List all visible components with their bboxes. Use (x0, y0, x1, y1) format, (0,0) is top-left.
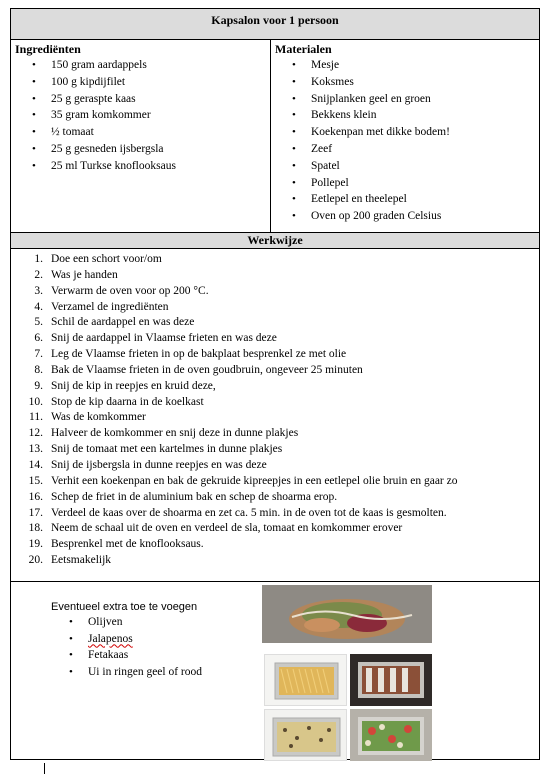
step-text: Eetsmakelijk (51, 554, 112, 567)
step-number: 17. (28, 506, 43, 519)
step-number: 2. (34, 268, 43, 281)
step-text: Snij de kip in reepjes en kruid deze, (51, 379, 216, 392)
ingredient-item: • 150 gram aardappels (51, 57, 270, 74)
ingredients-cell (11, 40, 271, 232)
ingredient-item: • 25 g gesneden ijsbergsla (51, 141, 270, 158)
method-step (11, 300, 539, 316)
method-step (11, 268, 539, 284)
method-steps-list (11, 249, 539, 569)
step-number: 5. (34, 316, 43, 329)
kapsalon-closeup-photo (262, 585, 432, 643)
ingredient-item: • 25 g geraspte kaas (51, 91, 270, 108)
extras-intro: Eventueel extra toe te voegen (51, 601, 198, 613)
step-text: Leg de Vlaamse frieten in op de bakplaat besprenkel ze met olie (51, 348, 347, 361)
method-step (11, 521, 539, 537)
text-cursor (44, 763, 45, 774)
method-step (11, 537, 539, 553)
step-number: 9. (34, 379, 43, 392)
material-item: • Oven op 200 graden Celsius (311, 208, 539, 225)
material-item: • Koekenpan met dikke bodem! (311, 124, 539, 141)
fries-tray-photo (264, 654, 347, 706)
material-item: • Mesje (311, 57, 539, 74)
step-text: Besprenkel met de knoflooksaus. (51, 538, 204, 551)
step-number: 1. (34, 253, 43, 265)
step-number: 13. (28, 443, 43, 456)
step-number: 10. (28, 395, 43, 408)
step-text: Halveer de komkommer en snij deze in dunne plakjes (51, 427, 299, 440)
step-number: 11. (29, 411, 43, 424)
ingredient-item: • 25 ml Turkse knoflooksaus (51, 158, 270, 175)
ingredient-item: • 35 gram komkommer (51, 107, 270, 124)
recipe-table (10, 8, 540, 760)
recipe-title: Kapsalon voor 1 persoon (11, 9, 539, 40)
step-number: 3. (34, 284, 43, 297)
method-step (11, 410, 539, 426)
extra-item: • Ui in ringen geel of rood (88, 664, 202, 681)
method-step (11, 284, 539, 300)
extra-item: • Olijven (88, 614, 202, 631)
step-number: 19. (28, 538, 43, 551)
step-text: Doe een schort voor/om (51, 253, 162, 265)
step-number: 20. (28, 554, 43, 567)
method-step (11, 506, 539, 522)
step-text: Snij de aardappel in Vlaamse frieten en was deze (51, 332, 277, 345)
step-text: Snij de tomaat met een kartelmes in dunne plakjes (51, 443, 283, 456)
method-step (11, 331, 539, 347)
method-step (11, 347, 539, 363)
ingredient-item: • ½ tomaat (51, 124, 270, 141)
step-text: Stop de kip daarna in de koelkast (51, 395, 204, 408)
method-step (11, 426, 539, 442)
salad-tray-photo (350, 709, 432, 761)
step-text: Verzamel de ingrediënten (51, 300, 169, 313)
step-text: Verdeel de kaas over de shoarma en zet ca. 5 min. in de oven tot de kaas is gesmolten. (51, 506, 447, 519)
cheese-tray-photo (264, 709, 347, 761)
method-step (11, 553, 539, 569)
material-item: • Snijplanken geel en groen (311, 91, 539, 108)
method-step (11, 252, 539, 268)
step-text: Verwarm de oven voor op 200 °C. (51, 284, 209, 297)
extra-item: • Fetakaas (88, 647, 202, 664)
material-item: • Zeef (311, 141, 539, 158)
spellcheck-underlined-word: Jalapenos (88, 632, 133, 645)
step-text: Neem de schaal uit de oven en verdeel de sla, tomaat en komkommer erover (51, 522, 403, 535)
method-step (11, 395, 539, 411)
shoarma-tray-photo (350, 654, 432, 706)
extras-list (51, 614, 202, 680)
step-number: 6. (34, 332, 43, 345)
step-number: 4. (34, 300, 43, 313)
material-item: • Eetlepel en theelepel (311, 191, 539, 208)
extra-item (88, 631, 202, 648)
method-step (11, 474, 539, 490)
step-text: Schep de friet in de aluminium bak en schep de shoarma erop. (51, 490, 338, 503)
step-number: 18. (28, 522, 43, 535)
material-item: • Koksmes (311, 74, 539, 91)
step-text: Snij de ijsbergsla in dunne reepjes en was deze (51, 458, 267, 471)
ingredients-heading: Ingrediënten (15, 42, 81, 56)
step-number: 7. (34, 348, 43, 361)
method-step (11, 379, 539, 395)
step-text: Was je handen (51, 268, 118, 281)
ingredient-item: • 100 g kipdijfilet (51, 74, 270, 91)
materials-heading: Materialen (275, 42, 332, 56)
ingredients-list (11, 57, 270, 175)
materials-cell (271, 40, 539, 232)
material-item: • Pollepel (311, 175, 539, 192)
method-step (11, 442, 539, 458)
method-step (11, 363, 539, 379)
step-text: Was de komkommer (51, 411, 146, 424)
method-step (11, 315, 539, 331)
step-text: Verhit een koekenpan en bak de gekruide kipreepjes in een eetlepel olie bruin en gaar zo (51, 474, 458, 487)
step-text: Schil de aardappel en was deze (51, 316, 195, 329)
method-step (11, 458, 539, 474)
method-cell (11, 249, 539, 582)
step-text: Bak de Vlaamse frieten in de oven goudbruin, ongeveer 25 minuten (51, 363, 363, 376)
step-number: 12. (28, 427, 43, 440)
step-number: 15. (28, 474, 43, 487)
method-heading: Werkwijze (11, 232, 539, 249)
material-item: • Bekkens klein (311, 107, 539, 124)
step-number: 14. (28, 458, 43, 471)
method-step (11, 490, 539, 506)
material-item: • Spatel (311, 158, 539, 175)
materials-list (271, 57, 539, 225)
step-number: 8. (34, 363, 43, 376)
step-number: 16. (28, 490, 43, 503)
